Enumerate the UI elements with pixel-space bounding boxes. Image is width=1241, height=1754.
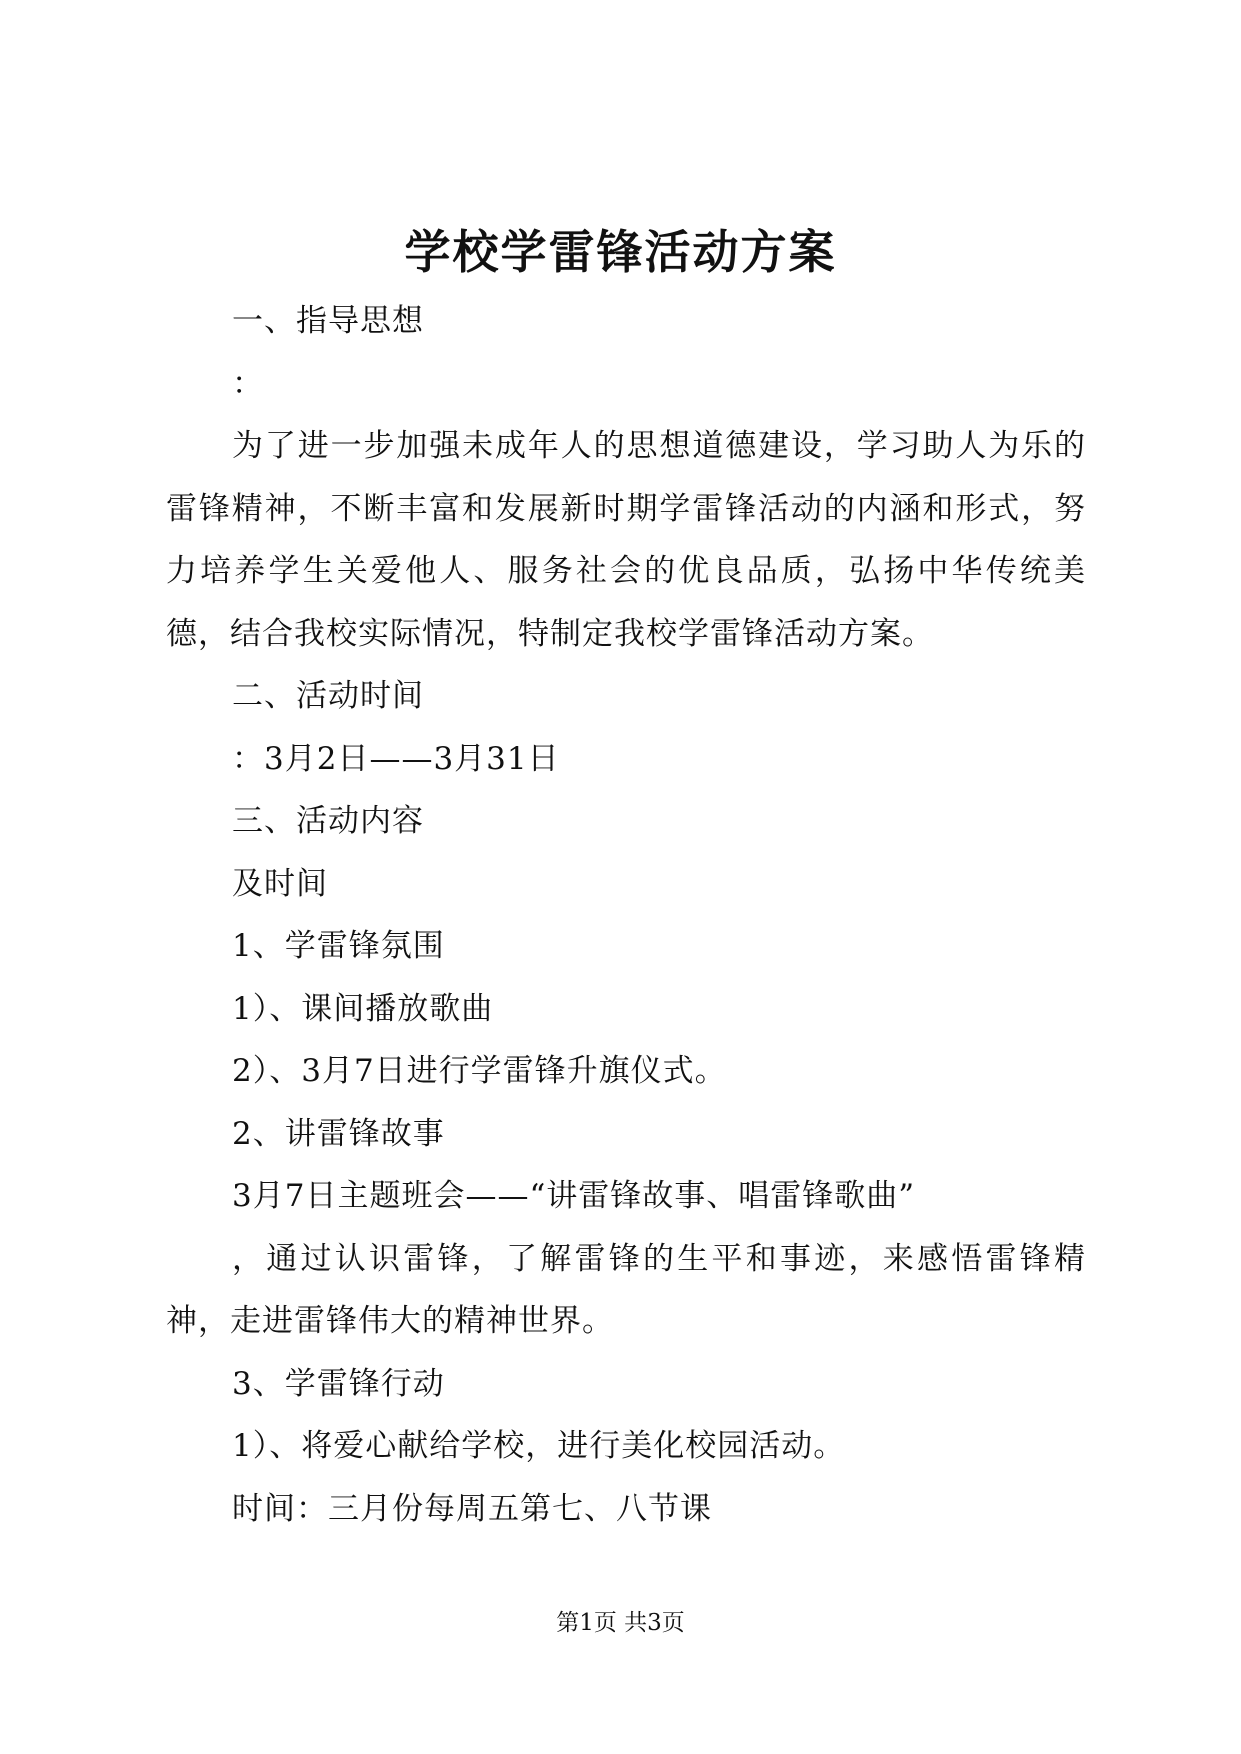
subsection-atmosphere: 1、学雷锋氛围 xyxy=(232,928,445,964)
document-body xyxy=(166,290,1086,1540)
colon-line: ： xyxy=(232,365,264,402)
section-heading-activity-time: 二、活动时间 xyxy=(232,678,424,714)
guiding-thought-paragraph: 为了进一步加强未成年人的思想道德建设，学习助人为乐的雷锋精神，不断丰富和发展新时期学雷锋活动的内涵和形式，努力培养学生关爱他人、服务社会的优良品质，弘扬中华传统美德，结合我校实际情况，特制定我校学雷锋活动方案。 xyxy=(166,428,1086,652)
section-heading-continuation: 及时间 xyxy=(232,865,328,902)
list-item-beautify-campus: 1）、将爱心献给学校，进行美化校园活动。 xyxy=(232,1428,846,1464)
class-meeting-description: ，通过认识雷锋，了解雷锋的生平和事迹，来感悟雷锋精神，走进雷锋伟大的精神世界。 xyxy=(166,1240,1086,1339)
document-title: 学校学雷锋活动方案 xyxy=(404,225,837,279)
section-heading-activity-content: 三、活动内容 xyxy=(232,803,424,839)
subsection-actions: 3、学雷锋行动 xyxy=(232,1365,445,1402)
list-item-flag-ceremony: 2）、3月7日进行学雷锋升旗仪式。 xyxy=(232,1053,727,1089)
activity-date-range: ：3月2日——3月31日 xyxy=(232,740,560,777)
class-meeting-line: 3月7日主题班会——“讲雷锋故事、唱雷锋歌曲” xyxy=(232,1178,916,1214)
page-footer: 第1页 共3页 xyxy=(556,1610,685,1636)
list-item-play-songs: 1）、课间播放歌曲 xyxy=(232,990,494,1027)
section-heading-guiding-thought: 一、指导思想 xyxy=(232,303,424,339)
subsection-stories: 2、讲雷锋故事 xyxy=(232,1115,445,1152)
activity-schedule-line: 时间：三月份每周五第七、八节课 xyxy=(232,1490,712,1527)
